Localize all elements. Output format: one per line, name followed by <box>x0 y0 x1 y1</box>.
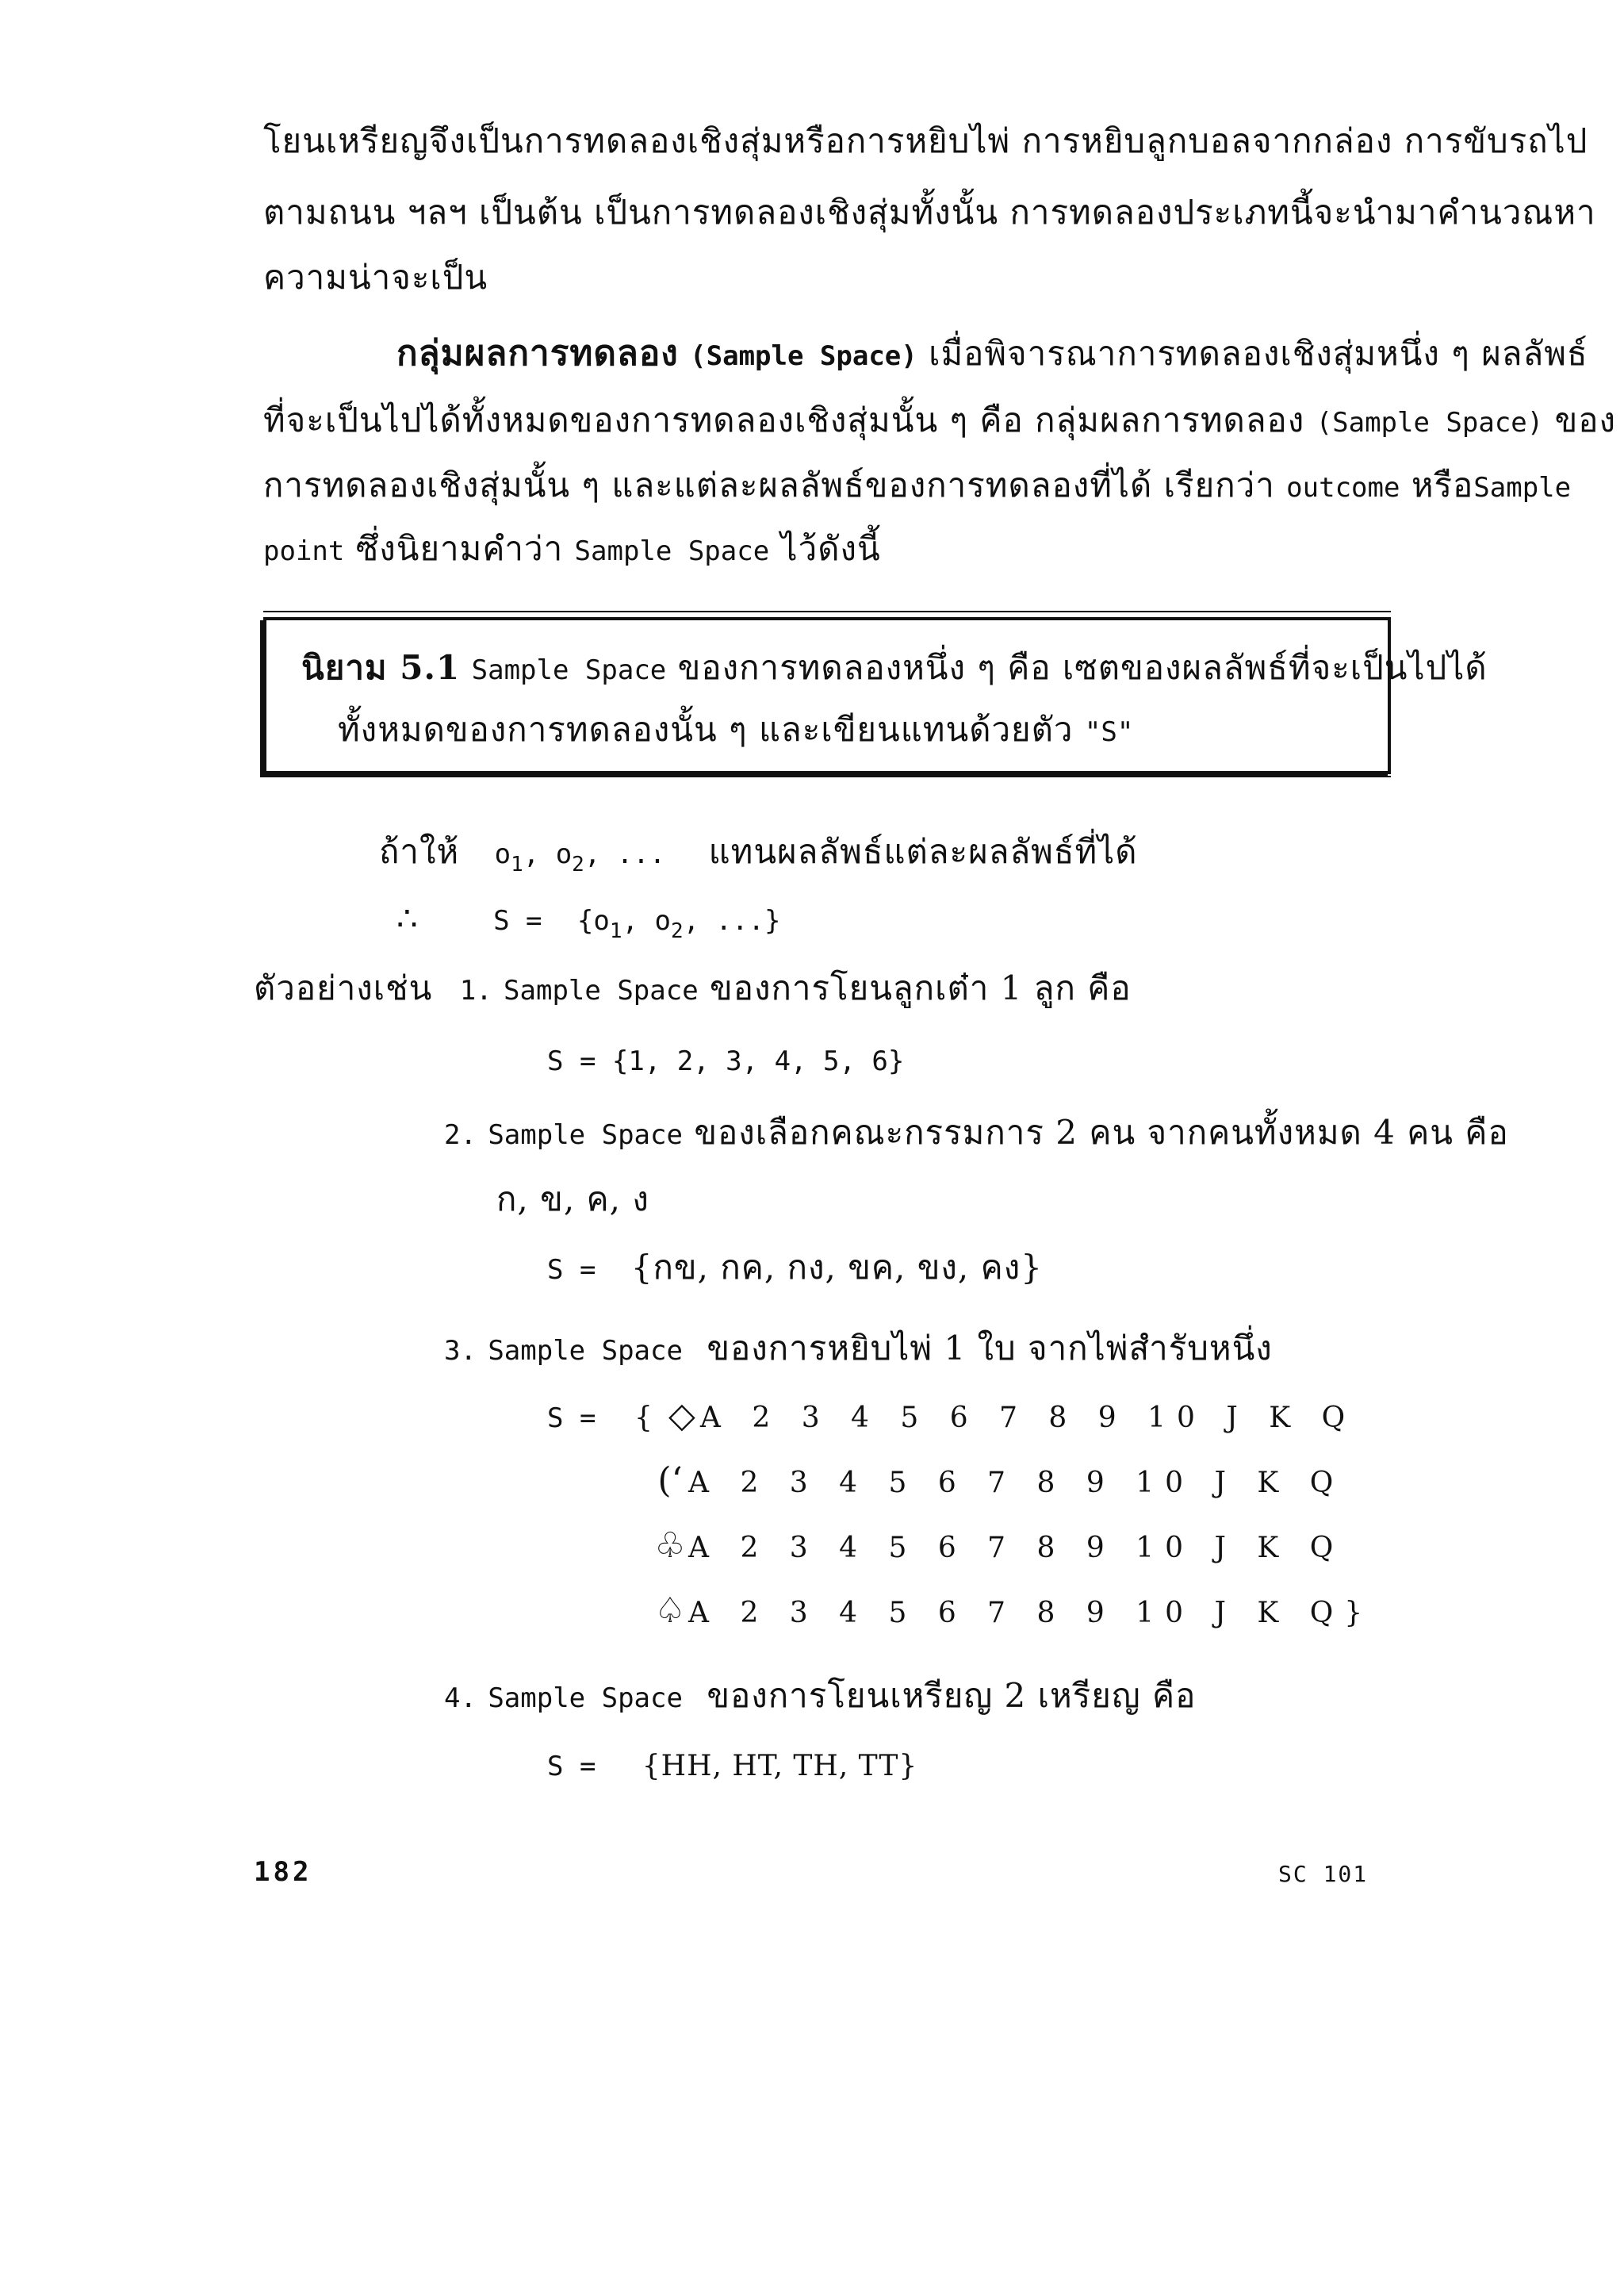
card-row-spades <box>652 1591 1373 1633</box>
definition-box-bottom-rule <box>263 776 1391 777</box>
example-2-people: ก, ข, ค, ง <box>496 1180 649 1218</box>
paragraph-2-line-2-en: (Sample Space) <box>1316 407 1544 439</box>
card-row-diamonds <box>634 1396 1356 1438</box>
example-2-set-lhs: S = <box>547 1254 596 1286</box>
paragraph-2-line-1 <box>396 332 1588 378</box>
set-lhs: S = <box>493 905 542 937</box>
given-word: ถ้าให้ <box>379 832 460 871</box>
outcome-sep-1: , <box>523 838 540 870</box>
paragraph-2-line-3-text: การทดลองเชิงสุ่มนั้น ๆ และแต่ละผลลัพธ์ของการทดลองที่ได้ เรียกว่า <box>263 466 1275 504</box>
example-3-text: ของการหยิบไพ่ 1 ใบ จากไพ่สำรับหนึ่ง <box>707 1329 1273 1367</box>
paragraph-2-line-2 <box>263 398 1616 445</box>
example-1-text: ของการโยนลูกเต๋า 1 ลูก คือ <box>710 969 1132 1007</box>
paragraph-2-line-4-mid: ซึ่งนิยามคำว่า <box>355 529 564 568</box>
example-2-set: {กข, กค, กง, ขค, ขง, คง} <box>630 1248 1043 1287</box>
sample-space-heading: กลุ่มผลการทดลอง <box>396 333 679 374</box>
example-4-text: ของการโยนเหรียญ 2 เหรียญ คือ <box>707 1676 1197 1715</box>
definition-box-top-rule <box>263 611 1391 612</box>
outcome-list <box>494 838 666 876</box>
paragraph-2-line-3-mid: หรือ <box>1411 466 1474 504</box>
example-2-text: ของเลือกคณะกรรมการ 2 คน จากคนทั้งหมด 4 คน คือ <box>694 1113 1509 1152</box>
card-row-hearts <box>652 1461 1344 1503</box>
card-set-open: { <box>634 1402 664 1434</box>
example-4-line <box>444 1674 1196 1720</box>
sample-space-term: Sample Space <box>574 535 770 567</box>
example-1-line <box>254 966 1132 1013</box>
example-2-set-line <box>547 1245 1043 1292</box>
sample-space-set-line <box>396 896 780 953</box>
set-expression <box>576 905 781 943</box>
outcome-sub-1: 1 <box>511 853 523 876</box>
examples-intro: ตัวอย่างเช่น <box>254 969 433 1007</box>
definition-line-1-rest: ของการทดลองหนึ่ง ๆ คือ เซตของผลลัพธ์ที่จะเป็นไปได้ <box>677 648 1488 687</box>
example-2-line <box>444 1110 1509 1157</box>
sample-term: Sample <box>1473 472 1572 504</box>
outcomes-description: แทนผลลัพธ์แต่ละผลลัพธ์ที่ได้ <box>708 832 1138 871</box>
set-close: , ...} <box>683 905 781 937</box>
outcome-sep-2: , <box>584 838 601 870</box>
example-4-term: Sample Space <box>488 1682 683 1714</box>
therefore-symbol: ∴ <box>396 899 419 938</box>
definition-line-2 <box>338 708 1133 754</box>
example-3-number: 3. <box>444 1335 477 1367</box>
card-ranks-clubs: A 2 3 4 5 6 7 8 9 10 J K Q <box>688 1532 1345 1564</box>
outcome-o2: o <box>555 838 573 870</box>
paragraph-2-line-3 <box>263 463 1571 510</box>
definition-label: นิยาม 5.1 <box>301 648 461 687</box>
set-open: {o <box>576 905 610 937</box>
card-row-clubs <box>652 1526 1344 1568</box>
example-4-set-line <box>547 1742 917 1789</box>
outcome-sub-2: 2 <box>572 853 584 876</box>
set-sep: , <box>622 905 638 937</box>
paragraph-1-line-3: ความน่าจะเป็น <box>263 258 488 297</box>
example-2-number: 2. <box>444 1119 477 1151</box>
example-1-number: 1. <box>459 975 492 1007</box>
card-ranks-hearts: A 2 3 4 5 6 7 8 9 10 J K Q <box>688 1467 1345 1499</box>
example-3-set-lhs: S = <box>547 1402 596 1434</box>
sample-space-heading-en: (Sample Space) <box>690 340 917 372</box>
set-o2: o <box>654 905 671 937</box>
card-ranks-diamonds: A 2 3 4 5 6 7 8 9 10 J K Q <box>699 1402 1357 1434</box>
paragraph-2-line-2-text: ที่จะเป็นไปได้ทั้งหมดของการทดลองเชิงสุ่มนั้น ๆ คือ กลุ่มผลการทดลอง <box>263 401 1305 439</box>
club-icon: ♧ <box>654 1525 686 1566</box>
definition-symbol: "S" <box>1084 716 1134 748</box>
example-3-term: Sample Space <box>488 1335 683 1367</box>
heart-icon: (‘ <box>657 1460 683 1501</box>
set-sub-1: 1 <box>609 919 622 943</box>
paragraph-2-line-1-rest: เมื่อพิจารณาการทดลองเชิงสุ่มหนึ่ง ๆ ผลลัพธ์ <box>929 334 1588 373</box>
page-number: 182 <box>254 1856 312 1888</box>
definition-box <box>263 617 1488 774</box>
definition-term: Sample Space <box>471 654 667 686</box>
paragraph-2-line-4-end: ไว้ดังนี้ <box>780 529 881 568</box>
example-4-number: 4. <box>444 1682 477 1714</box>
course-code: SC 101 <box>1278 1861 1369 1887</box>
paragraph-2-line-2-end: ของ <box>1554 401 1617 439</box>
paragraph-2-line-4 <box>263 527 881 573</box>
outcome-ellipsis: ... <box>616 838 666 870</box>
card-ranks-spades: A 2 3 4 5 6 7 8 9 10 J K Q <box>688 1597 1345 1629</box>
paragraph-1-line-2: ตามถนน ฯลฯ เป็นต้น เป็นการทดลองเชิงสุ่มทั้งนั้น การทดลองประเภทนี้จะนำมาคำนวณหา <box>263 193 1596 232</box>
example-2-term: Sample Space <box>488 1119 683 1151</box>
spade-icon: ♤ <box>654 1590 686 1631</box>
example-1-set: S = {1, 2, 3, 4, 5, 6} <box>547 1045 905 1077</box>
outcome-term: outcome <box>1286 472 1400 504</box>
example-4-set-lhs: S = <box>547 1751 596 1782</box>
outcomes-given-line <box>379 830 1138 887</box>
card-set-close: } <box>1344 1597 1374 1629</box>
point-term: point <box>263 535 345 567</box>
definition-line-1 <box>301 646 1488 692</box>
set-sub-2: 2 <box>670 919 684 943</box>
example-4-set: {HH, HT, TH, TT} <box>642 1750 918 1782</box>
definition-line-2-text: ทั้งหมดของการทดลองนั้น ๆ และเขียนแทนด้วยตัว <box>338 710 1074 749</box>
paragraph-1-line-1: โยนเหรียญจึงเป็นการทดลองเชิงสุ่มหรือการหยิบไพ่ การหยิบลูกบอลจากกล่อง การขับรถไป <box>263 121 1588 160</box>
diamond-icon: ◇ <box>668 1395 695 1436</box>
outcome-o1: o <box>494 838 511 870</box>
example-3-line <box>444 1326 1273 1373</box>
example-1-term: Sample Space <box>504 975 699 1007</box>
